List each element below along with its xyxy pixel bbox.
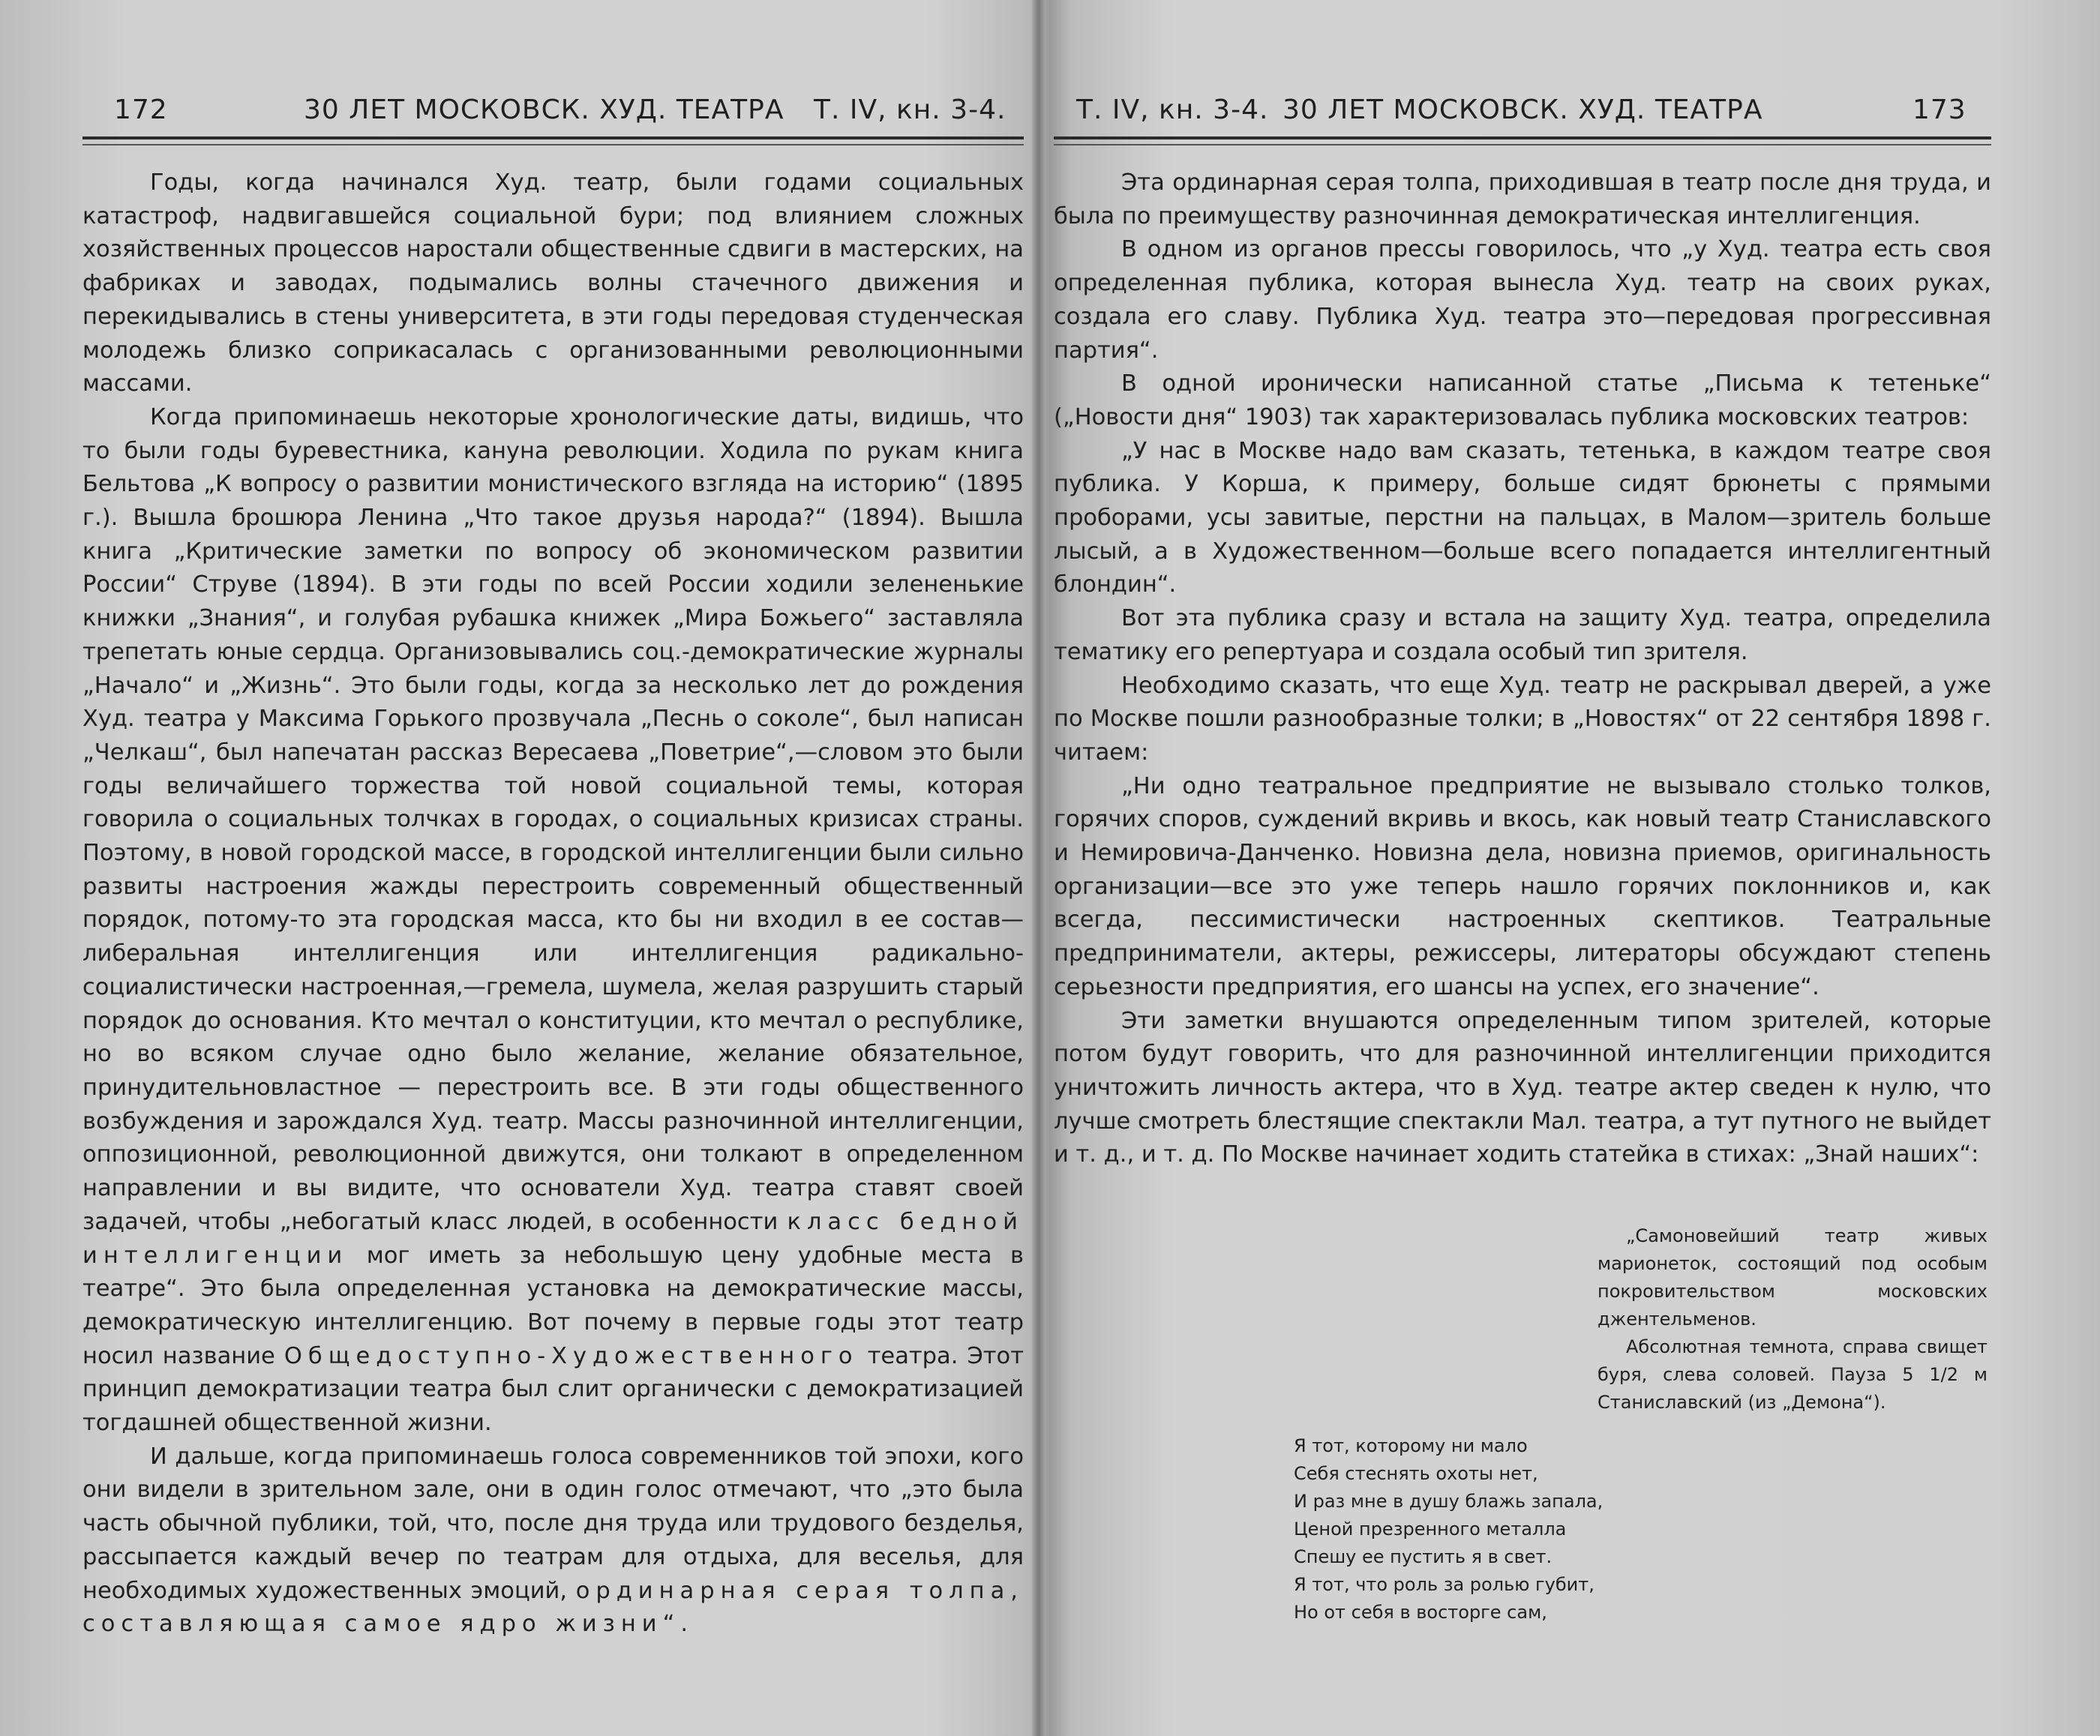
right-page-body (1054, 166, 1991, 1172)
verse-line: Ценой презренного металла (1294, 1519, 1567, 1540)
paragraph (82, 1441, 1024, 1642)
page-number: 172 (114, 94, 168, 125)
paragraph: В одном из органов прессы говорилось, что „у Худ. театра есть своя определенная публика, которая вынесла Худ. театр на своих руках, создала его славу. Публика Худ. театра это—передовая прогрессивная партия“. (1054, 236, 1991, 364)
verse-line: И раз мне в душу блажь запала, (1294, 1491, 1604, 1512)
paragraph: Годы, когда начинался Худ. театр, были годами социальных катастроф, надвигавшейся социальной бури; под влиянием сложных хозяйственных процессов наростали общественные сдвиги в мастерских, на фабриках и заводах, подымались волны стачечного движения и перекидывались в стены университета, в эти годы передовая студенческая молодежь близко соприкасалась с организованными революционными массами. (82, 169, 1024, 397)
volume-label: Т. IV, кн. 3-4. (1076, 94, 1269, 125)
running-title: 30 ЛЕТ МОСКОВСК. ХУД. ТЕАТРА (304, 94, 784, 125)
right-page-header (1054, 90, 1991, 136)
verse-line: Спешу ее пустить я в свет. (1294, 1546, 1552, 1567)
paragraph: Необходимо сказать, что еще Худ. театр не раскрывал дверей, а уже по Москве пошли разнообразные толки; в „Новостях“ от 22 сентября 1898 г. читаем: (1054, 672, 1991, 766)
book-gutter (1032, 0, 1046, 1736)
paragraph-text: мог иметь за небольшую цену удобные места в театре“. Это была определенная установка на демократические массы, демократическую интеллигенцию. Вот почему в первые годы этот театр носил название (82, 1242, 1024, 1369)
left-page-body (82, 166, 1024, 1642)
paragraph (82, 401, 1024, 1441)
poem-verse (1294, 1432, 1744, 1627)
spaced-emphasis: класс бедной интеллигенции (82, 1208, 1024, 1269)
paragraph: „Ни одно театральное предприятие не вызывало столько толков, горячих споров, суждений вкривь и вкось, как новый театр Станиславского и Немировича-Данченко. Новизна дела, новизна приемов, оригинальность организации—все это уже теперь нашло горячих поклонников и, как всегда, пессимистически настроенных скептиков. Театральные предприниматели, актеры, режиссеры, литераторы обсуждают степень серьезности предприятия, его шансы на успех, его значение“. (1054, 772, 1991, 1000)
header-rule (1054, 136, 1991, 139)
spaced-emphasis: Общедоступно-Художественного (284, 1342, 859, 1369)
right-page (1054, 0, 1991, 1736)
running-title: 30 ЛЕТ МОСКОВСК. ХУД. ТЕАТРА (1282, 94, 1763, 125)
page-number: 173 (1912, 94, 1966, 125)
header-rule-thin (1054, 144, 1991, 145)
header-rule (82, 136, 1024, 139)
volume-label: Т. IV, кн. 3-4. (814, 94, 1006, 125)
verse-line: Но от себя в восторге сам, (1294, 1602, 1547, 1623)
paragraph: Вот эта публика сразу и встала на защиту Худ. театра, определила тематику его репертуара и создала особый тип зрителя. (1054, 605, 1991, 665)
epigraph-line: „Самоновейший театр живых марионеток, состоящий под особым покровительством московских джентельменов. (1598, 1225, 1988, 1330)
spaced-emphasis: ординарная серая толпа, составляющая самое ядро жизни“. (82, 1577, 1024, 1638)
paragraph-text: И дальше, когда припоминаешь голоса современников той эпохи, кого они видели в зрительном зале, они в один голос отмечают, что „это была часть обычной публики, той, что, после дня труда или трудового безделья, рассыпается каждый вечер по театрам для отдыха, для веселья, для необходимых художественных эмоций, (82, 1443, 1024, 1604)
left-page (82, 0, 1024, 1736)
verse-line: Я тот, что роль за ролью губит, (1294, 1574, 1594, 1595)
verse-line: Себя стеснять охоты нет, (1294, 1463, 1538, 1484)
left-page-header (82, 90, 1024, 136)
header-rule-thin (82, 144, 1024, 145)
epigraph-line: Абсолютная темнота, справа свищет буря, слева соловей. Пауза 5 1/2 м Станиславский (из „Демона“). (1598, 1336, 1988, 1413)
paragraph: Эта ординарная серая толпа, приходившая в театр после дня труда, и была по преимуществу разночинная демократическая интеллигенция. (1054, 169, 1991, 229)
paragraph-text: Когда припоминаешь некоторые хронологические даты, видишь, что то были годы буревестника, кануна революции. Ходила по рукам книга Бельтова „К вопросу о развитии монистического взгляда на историю“ (1895 г.). Вышла брошюра Ленина „Что такое друзья народа?“ (1894). Вышла книга „Критические заметки по вопросу об экономическом развитии России“ Струве (1894). В эти годы по всей России ходили зелененькие книжки „Знания“, и голубая рубашка книжек „Мира Божьего“ заставляла трепетать юные сердца. Организовывались соц.-демократические журналы „Начало“ и „Жизнь“. Это были годы, когда за несколько лет до рождения Худ. театра у Максима Горького прозвучала „Песнь о соколе“, был написан „Челкаш“, был напечатан рассказ Вересаева „Поветрие“,—словом это были годы величайшего торжества той новой социальной темы, которая говорила о социальных толчках в городах, о социальных кризисах страны. Поэтому, в новой городской массе, в городской интеллигенции были сильно развиты настроения жажды перестроить современный общественный порядок, потому-то эта городская масса, кто бы ни входил в ее состав—либеральная интеллигенция или интеллигенция радикально-социалистически настроенная,—гремела, шумела, желая разрушить старый порядок до основания. Кто мечтал о конституции, кто мечтал о республике, но во всяком случае одно было желание, желание обязательное, принудительновластное — перестроить все. В эти годы общественного возбуждения и зарождался Худ. театр. Массы разночинной интеллигенции, оппозиционной, революционной движутся, они толкают в определенном направлении и вы видите, что основатели Худ. театра ставят своей задачей, чтобы „небогатый класс людей, в особенности (82, 403, 1024, 1235)
paragraph: „У нас в Москве надо вам сказать, тетенька, в каждом театре своя публика. У Корша, к примеру, больше сидят брюнеты с прямыми проборами, усы завитые, перстни на пальцах, в Малом—зритель больше лысый, а в Художественном—больше всего попадается интеллигентный блондин“. (1054, 437, 1991, 598)
paragraph: Эти заметки внушаются определенным типом зрителей, которые потом будут говорить, что для разночинной интеллигенции приходится уничтожить личность актера, что в Худ. театре актер сведен к нулю, что лучше смотреть блестящие спектакли Мал. театра, а тут путного не выйдет и т. д., и т. д. По Москве начинает ходить статейка в стихах: „Знай наших“: (1054, 1007, 1991, 1168)
paragraph-text: театра. Этот принцип демократизации театра был слит органически с демократизацией тогдашней общественной жизни. (82, 1342, 1024, 1437)
verse-line: Я тот, которому ни мало (1294, 1435, 1528, 1456)
poem-epigraph (1598, 1222, 1988, 1417)
paragraph: В одной иронически написанной статье „Письма к тетеньке“ („Новости дня“ 1903) так характеризовалась публика московских театров: (1054, 370, 1991, 430)
